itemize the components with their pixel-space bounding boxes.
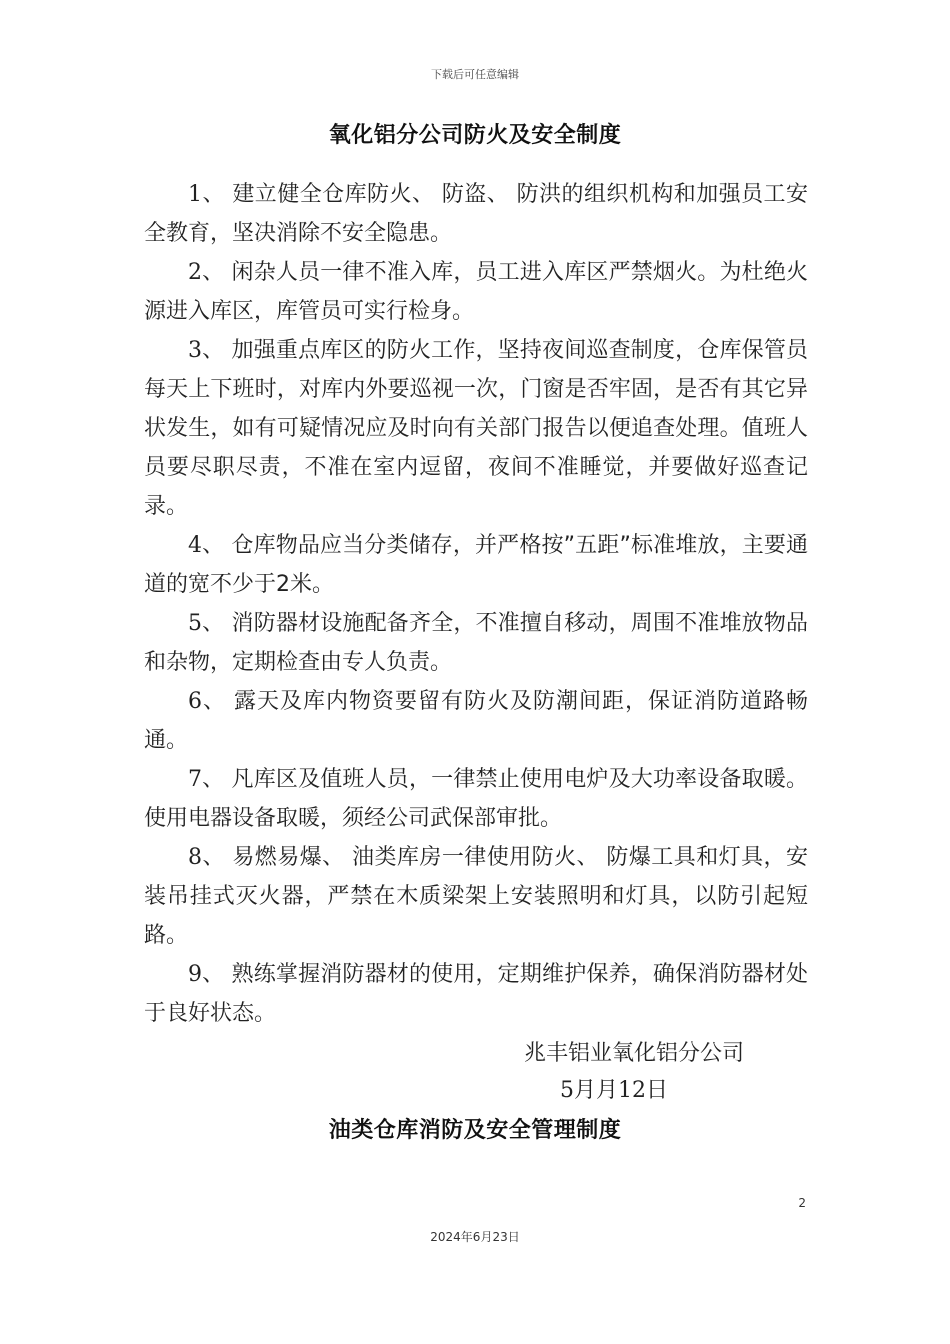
clause-text: 露天及库内物资要留有防火及防潮间距，保证消防道路畅通。 [144,689,808,753]
clause-text: 熟练掌握消防器材的使用，定期维护保养，确保消防器材处于良好状态。 [144,962,808,1026]
clause-list [144,175,808,1033]
clause-item [144,331,808,526]
clause-text: 消防器材设施配备齐全，不准擅自移动，周围不准堆放物品和杂物，定期检查由专人负责。 [144,611,808,675]
clause-number: 5、 [188,611,225,636]
clause-number: 8、 [188,845,225,870]
page-header-note: 下载后可任意编辑 [431,68,519,81]
clause-text: 凡库区及值班人员，一律禁止使用电炉及大功率设备取暖。使用电器设备取暖，须经公司武保部审批。 [144,767,808,831]
clause-text: 建立健全仓库防火、 防盗、 防洪的组织机构和加强员工安全教育，坚决消除不安全隐患。 [144,182,809,246]
clause-item [144,760,808,838]
clause-number: 6、 [188,689,226,714]
clause-item [144,838,808,955]
clause-number: 7、 [188,767,225,792]
clause-item [144,253,808,331]
clause-number: 2、 [188,260,225,285]
clause-item [144,526,808,604]
clause-number: 9、 [188,962,225,987]
clause-number: 4、 [188,533,225,558]
signature-company: 兆丰铝业氧化铝分公司 [524,1041,745,1066]
clause-number: 1、 [188,182,225,207]
clause-item [144,955,808,1033]
signature-date: 5月月12日 [560,1078,668,1103]
clause-item [144,604,808,682]
clause-item [144,175,808,253]
clause-text: 仓库物品应当分类储存，并严格按”五距”标准堆放，主要通道的宽不少于2米。 [144,533,809,597]
page-number: 2 [798,1196,806,1210]
clause-number: 3、 [188,338,225,363]
clause-text: 闲杂人员一律不准入库，员工进入库区严禁烟火。为杜绝火源进入库区，库管员可实行检身。 [144,260,808,324]
clause-text: 易燃易爆、 油类库房一律使用防火、 防爆工具和灯具，安装吊挂式灭火器，严禁在木质梁架上安装照明和灯具，以防引起短路。 [144,845,809,948]
next-section-title: 油类仓库消防及安全管理制度 [328,1118,622,1143]
clause-text: 加强重点库区的防火工作，坚持夜间巡查制度，仓库保管员每天上下班时，对库内外要巡视一次，门窗是否牢固，是否有其它异状发生，如有可疑情况应及时向有关部门报告以便追查处理。值班人员要尽职尽责，不准在室内逗留，夜间不准睡觉，并要做好巡查记录。 [144,338,808,519]
footer-date: 2024年6月23日 [430,1230,520,1244]
document-title: 氧化铝分公司防火及安全制度 [328,123,622,148]
clause-item [144,682,808,760]
